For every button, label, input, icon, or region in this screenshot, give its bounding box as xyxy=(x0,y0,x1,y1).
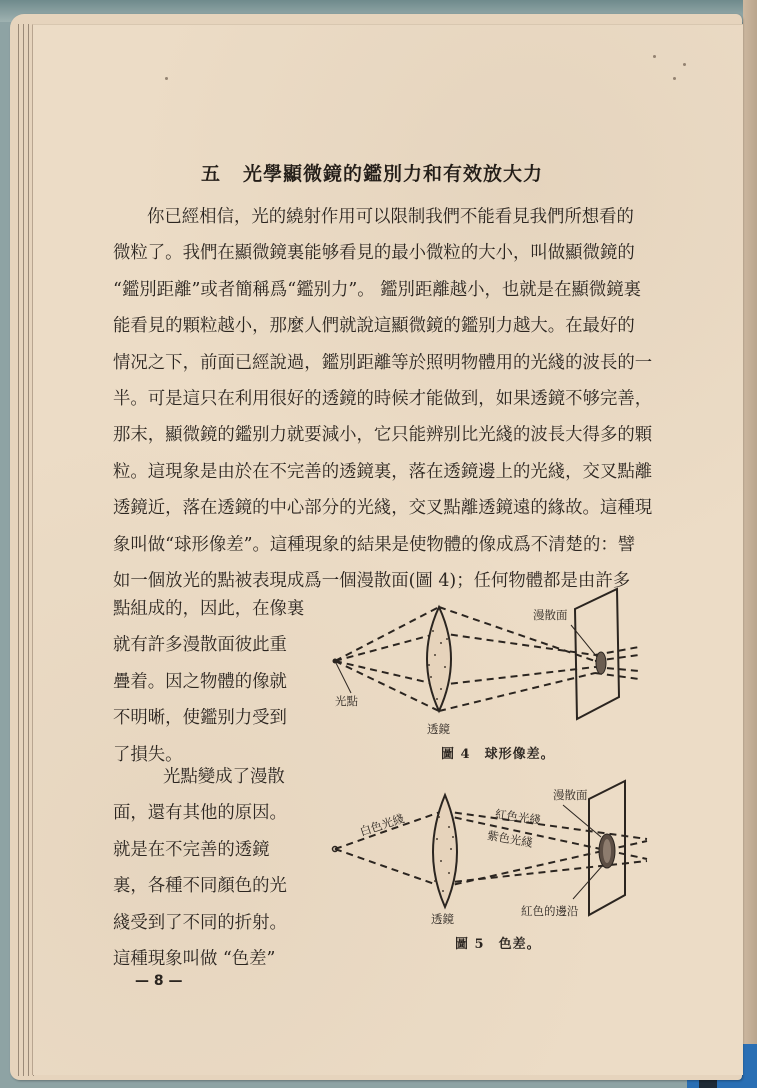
text-line: 就有許多漫散面彼此重 xyxy=(113,635,287,656)
adjacent-page-edge xyxy=(743,0,757,1088)
text-line: 綫受到了不同的折射。 xyxy=(113,912,287,933)
left-column-paragraph-1 xyxy=(113,591,313,773)
book-page xyxy=(32,24,743,1075)
paper-speck xyxy=(165,77,168,80)
text-line: 象叫做“球形像差”。這種現象的結果是使物體的像成爲不清楚的：譬 xyxy=(113,534,636,555)
text-line: “鑑別距離”或者簡稱爲“鑑别力”。 鑑別距離越小，也就是在顯微鏡裏 xyxy=(113,279,642,300)
text-line: 情况之下，前面已經說過，鑑別距離等於照明物體用的光綫的波長的一 xyxy=(113,352,653,373)
page-number: — 8 — xyxy=(135,973,183,989)
lens-label: 透鏡 xyxy=(427,722,450,736)
text-line: 面，還有其他的原因。 xyxy=(113,803,287,824)
text-line: 就是在不完善的透鏡 xyxy=(113,839,270,860)
text-line: 疊着。因之物體的像就 xyxy=(113,671,287,692)
text-line: 半。可是這只在利用很好的透鏡的時候才能做到，如果透鏡不够完善， xyxy=(113,388,653,409)
diffuse-surface-label: 漫散面 xyxy=(533,608,568,622)
left-column-paragraph-2 xyxy=(113,759,313,977)
main-paragraph xyxy=(113,199,673,599)
violet-light-label: 紫色光綫 xyxy=(486,828,534,850)
figure-4-caption: 圖 4 球形像差。 xyxy=(441,747,555,762)
figure-5-chromatic-aberration xyxy=(323,777,663,977)
text-line: 粒。這現象是由於在不完善的透鏡裏，落在透鏡邊上的光綫，交叉點離 xyxy=(113,461,653,482)
text-line: 透鏡近，落在透鏡的中心部分的光綫，交叉點離透鏡遠的緣故。這種現 xyxy=(113,498,653,519)
section-number: 五 xyxy=(201,163,222,185)
text-line: 能看見的顆粒越小，那麼人們就說這顯微鏡的鑑别力越大。在最好的 xyxy=(113,316,635,337)
diffuse-surface-label: 漫散面 xyxy=(553,788,588,802)
text-line: 這種現象叫做 “色差” xyxy=(113,948,276,969)
paper-speck xyxy=(683,63,686,66)
white-light-label: 白色光綫 xyxy=(357,811,407,839)
figure-5-caption: 圖 5 色差。 xyxy=(455,937,541,952)
text-line: 裏，各種不同顏色的光 xyxy=(113,876,287,897)
lens-label: 透鏡 xyxy=(431,912,454,926)
light-point-label: 光點 xyxy=(335,694,358,708)
red-light-label: 紅色光綫 xyxy=(494,806,542,828)
text-line: 微粒了。我們在顯微鏡裏能够看見的最小微粒的大小，叫做顯微鏡的 xyxy=(113,243,635,264)
text-line: 光點變成了漫散 xyxy=(163,767,285,787)
text-line: 如一個放光的點被表現成爲一個漫散面(圖 4)；任何物體都是由許多 xyxy=(113,570,631,591)
text-line: 你已經相信，光的繞射作用可以限制我們不能看見我們所想看的 xyxy=(147,207,634,227)
text-line: 那末，顯微鏡的鑑别力就要減小，它只能辨别比光綫的波長大得多的顆 xyxy=(113,425,653,446)
text-line: 了損失。 xyxy=(113,744,183,765)
red-edge-label: 紅色的邊沿 xyxy=(521,904,579,918)
section-title xyxy=(201,159,621,186)
section-title-text: 光學顯微鏡的鑑別力和有效放大力 xyxy=(243,163,544,185)
paper-speck xyxy=(653,55,656,58)
text-line: 點組成的，因此，在像裏 xyxy=(113,599,305,619)
paper-speck xyxy=(673,77,676,80)
text-line: 不明晰，使鑑别力受到 xyxy=(113,708,287,729)
figure-4-spherical-aberration xyxy=(323,581,663,781)
